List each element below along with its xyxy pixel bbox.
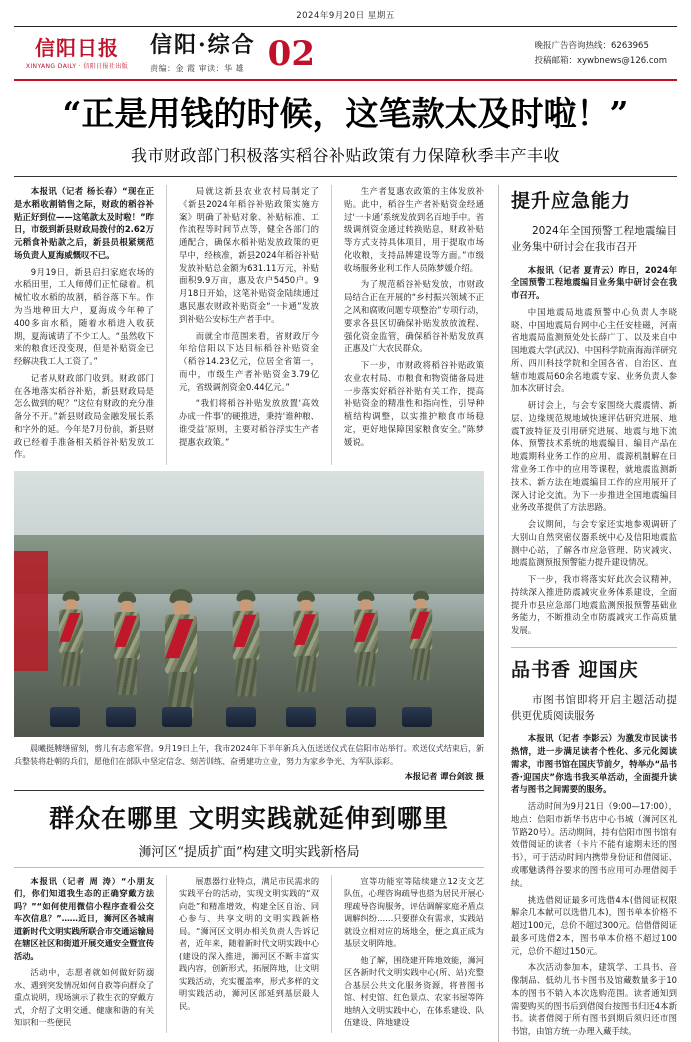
red-sash xyxy=(166,619,196,658)
section-title: 信阳·综合 xyxy=(150,32,256,58)
red-sash xyxy=(60,613,82,642)
sidebar-story-2-subtitle: 市图书馆即将开启主题活动提供更优质阅读服务 xyxy=(511,693,677,722)
lower-column-1 xyxy=(14,875,154,1033)
photo-background-trees xyxy=(14,535,484,594)
paragraph: 为了规范稻谷补贴发放，市财政局结合正在开展的“乡村振兴领域不正之风和腐败问题专项整治”专项行动，要求各县区切确保补贴发放放流程、强化资金监管，确保稻谷补贴发放真正惠及广大农民群众。 xyxy=(343,279,484,354)
headline-rule xyxy=(14,176,677,177)
lower-column-2 xyxy=(179,875,319,1033)
uniform-legs xyxy=(296,655,316,691)
paragraph: 展惠器行业特点，满足市民需求的实践平台的活动，实现文明实践的“双向赴”和精准增效，构建全区自治、同心参与、共享文明的文明实践新格局。“浉河区文明办相关负责人告诉记者，近年来，随着新时代文明实践中心(建设的深入推进，浉河区不断丰富实践内容，创新形式，拓展阵地，让文明实践活动，充实覆盖率，形式多样的文明实践活动，浉河区部延到基层最人民。 xyxy=(178,875,320,1011)
contact-block xyxy=(535,39,674,68)
paragraph: 研讨会上，与会专家围绕大震震情、新层、边缘规范规地域快速评估研究进展、地震T波特征及引用研究进展、地震与地下流体、预警技术系统的地震编目、编目产品在地震期科业务工作的应用、震源机制解在日常业务工作中的应用等课程，就地震监测新技术、新方法在地震编目工作的应用展开了深入讨论交流。为下一步推进全国地震编目业务改革提供了方法思路。 xyxy=(511,400,677,513)
recruits-send-off-photo xyxy=(14,471,484,737)
main-headline: “正是用钱的时候，这笔款太及时啦！” xyxy=(62,94,629,134)
main-subheadline: 我市财政部门积极落实稻谷补贴政策有力保障秋季丰产丰收 xyxy=(130,146,560,166)
face xyxy=(173,601,189,616)
paragraph: 会议期间，与会专家还实地参观调研了大别山自然突密仪器系统中心及信阳地震监测中心站，了解各市应急管理、防灾减灾、地震监测预报预警能力提升建设情况。 xyxy=(511,519,677,568)
main-column-3 xyxy=(344,185,484,465)
paragraph: 挑选借阅证最多可选借4本(借阅证权限解余几本献可以选借几本)，图书单本价格不超过100元，总价不超过300元。信借借阅证最多可选借2本，图书单本价格不超过100元，总价不超过150元。 xyxy=(511,894,677,956)
duffel-bag xyxy=(50,707,80,727)
duffel-bag xyxy=(162,707,192,727)
photo-caption: 晨曦挺膊缮留刻，剪儿有志愈军营。9月19日上午，我市2024年下半年新兵入伍送送仪式在信阳市站举行。欢送仪式结束后，新兵整装将赴朝的兵们，愿他们在部队中坚定信念、刻苦训练、奋勇建功立业，努力为家乡争光、为军队添彩。 xyxy=(14,744,484,766)
page-number: 02 xyxy=(267,33,315,74)
photo-area xyxy=(14,471,484,782)
masthead xyxy=(14,27,677,81)
body-wrap xyxy=(14,185,677,1042)
lower-subheadline: 浉河区“提质扩面”构建文明实践新格局 xyxy=(138,844,360,860)
soldier-figure xyxy=(230,590,262,702)
red-sash xyxy=(411,612,432,639)
main-column-1 xyxy=(14,185,154,465)
soldier-figure xyxy=(57,591,86,691)
column-divider xyxy=(331,185,332,465)
red-banner xyxy=(14,551,48,671)
column-divider xyxy=(166,185,167,465)
lower-story xyxy=(14,790,484,1033)
paragraph: 本报讯（记者 杨长春）“现在正是水稻收割销售之际，财政的稻谷补贴正好到位——这笔款太及时啦！”昨日，市级到新县财政局拨付的2.62万元稻食补贴款之后，新县员根紧规范场负责人夏海威慨叹不已。 xyxy=(14,186,155,260)
lower-headline: 群众在哪里 文明实践就延伸到哪里 xyxy=(49,803,449,833)
red-sash xyxy=(115,616,139,647)
paragraph: 生产者复惠农政策的主体发放补贴。此中，稻谷生产者补贴资金经通过‘一卡通’系统发放到名百地手中。省级调剂资金通过转换贴息，财政补贴等方式支持具体项目，用于提取市场化收粮，支持品牌建设等方面。”市级收场服务业利工作人员陈梦媛介绍。 xyxy=(343,186,484,273)
main-story-columns xyxy=(14,185,484,465)
logo-title: 信阳日报 xyxy=(35,35,119,60)
sidebar-story-2 xyxy=(511,656,677,1038)
logo-subtitle: XINYANG DAILY · 信阳日报社出版 xyxy=(25,62,129,70)
sidebar-story-1 xyxy=(511,187,677,637)
ad-hotline: 晚报广告咨询热线：6263965 xyxy=(534,41,649,52)
uniform-legs xyxy=(357,652,376,686)
uniform-legs xyxy=(412,649,430,681)
lower-rule xyxy=(14,867,484,868)
main-column-2 xyxy=(179,185,319,465)
editors-line: 责编：金 霞 审读：华 雄 xyxy=(150,64,245,74)
column-divider xyxy=(166,875,167,1033)
paragraph: 本报讯（记者 周 涛）“小朋友们，你们知道我生态的正确穿戴方法吗？”“如何使用微信小程序查看公交车次信息？”……近日，浉河区各城南道新时代文明实践所联合市交通运输局在辖区社区和街道开展交通安全暨宣传活动。 xyxy=(14,875,155,961)
lower-columns xyxy=(14,875,484,1033)
duffel-bag xyxy=(226,707,256,727)
red-sash xyxy=(234,615,259,647)
face xyxy=(300,600,313,612)
paragraph: 宣等功能室等陆续建立12支文艺队伍，心理咨询疏导也搭为居民开展心理疏导咨询服务，评估调解家庭矛盾点调解纠纷……只要群众有需求，实践站就设立相对应的场地全，便之真正成为基层文明阵地。 xyxy=(343,875,484,949)
paragraph: 下一步，我市将落实好此次会议精神，持续深入推进防震减灾业务体系建设，全面提升市县应急部门地震监测预报预警基础业务能力，不断推动全市防震减灾工作高质量发展。 xyxy=(511,574,677,636)
sidebar-story-2-title: 品书香 迎国庆 xyxy=(511,658,639,681)
paragraph: 局就这新县农业农村局制定了《新县2024年稻谷补贴政策实施方案》明确了补贴对象、补贴标准、工作流程等时间节点等，健全各部门的通配合，确保水稻补贴发放政策的更早中，经核准，新县2024年稻谷补贴发放补贴总金额为631.11万元，补贴面积9.9万亩，惠及农户5450户。9月18日开始，这笔补贴资金陆续通过惠民惠农财政补贴资金“一卡通”发放到补贴公安标生产者手中。 xyxy=(178,186,320,324)
duffel-bag xyxy=(402,707,432,727)
photo-credit: 本报记者 谭台剑波 摄 xyxy=(404,770,484,781)
duffel-bag xyxy=(346,707,376,727)
soldier-figure xyxy=(352,591,381,691)
duffel-bag xyxy=(106,707,136,727)
sidebar-divider xyxy=(511,647,677,648)
soldier-figure xyxy=(407,591,434,685)
red-sash xyxy=(294,614,317,645)
paragraph: 下一步，市财政将稻谷补贴政策农业农村局、市粮食和物资储备局进一步落实好稻谷补贴有关工作，提高补贴资金的精准性和指向性，引导种植结构调整，以实推护粮食市场稳定，更好地保障国家粮食安全。”陈梦媛说。 xyxy=(343,360,484,447)
paragraph: 记者从财政部门收到。财政部门在各地落实稻谷补贴，新县财政局是怎么做到的呢？”这位有财政的充分准备分不开。”新县财政局金融发展长系和字外的延。今年是7月份前，新县财政已经着手准备相关稻谷补贴发放工作。 xyxy=(14,372,155,460)
uniform-legs xyxy=(117,658,137,695)
newspaper-logo xyxy=(18,35,136,70)
paragraph: 活动时间为9月21日（9:00—17:00），地点：信阳市新华书店中心书城（浉河区礼节路20号）。活动期间，持有信阳市图书馆有效借阅证的读者（卡片不能有逾期未还的图书），可于活动时间内携带身份证和借阅证、或哪魅诱得谷要求的图书应用可办理借阅手续。 xyxy=(511,801,677,888)
soldier-figure xyxy=(111,592,142,701)
paragraph: 他了解，围绕建开阵地效能，浉河区各新时代文明实践中心(所、站)充整合基层公共文化服务资源，将普图书馆、村史馆、红色景点、农家书屋等阵地纳入文明实践中心，在体系建设、队伍建设、阵地建设 xyxy=(343,954,484,1028)
sidebar-column xyxy=(498,185,677,1042)
paragraph: “我们将稻谷补贴发放放置‘高效办成一件事’的硬推进，秉持‘谁种粮、谁受益’原则，主要对稻谷浮实生产者提惠农政策。” xyxy=(178,398,320,447)
paragraph: 中国地震局地震预警中心负责人李晓晓、中国地震局台网中心主任安桂磁，河南省地震局监测预处处长薛广丁、以及来自中国地震大学(武汉)、中国科学院南海海洋研究所、四川科技学院和全国各省、自治区、直辖市地震局60余名地震专家、业务负责人参加本次研讨会。 xyxy=(511,306,677,394)
paragraph: 活动中，志愿者就如何做好防溺水、遇到突发情况如何自救等向群众了重点说明，现场演示了救生衣的穿戴方式，介绍了文明交通、健康和谐的有关知识和一些便民 xyxy=(14,967,155,1028)
soldier-figure xyxy=(291,591,322,697)
paragraph: 而就全市范围来看，省财政厅今年给信阳以下达目标稻谷补贴资金（稻谷14.23亿元，位居全省第一，而中，市级生产者补贴资金3.79亿元，省级调剂资金0.44亿元。” xyxy=(178,330,320,392)
paragraph: 9月19日，新县启扫家庭农场的水稻田里，工人师傅们正忙碌着。机械忙收水稻的故割，稻谷落下车。作为当地种田大户，夏海成今年种了400多亩水稻，随着水稻进入收获期，夏海诚请了不少工人。“虽然收下来的粮食还没变现，但是补贴资金已经解决我工人工资了。” xyxy=(14,266,155,367)
paragraph: 本报讯（记者 夏青云）昨日，2024年全国预警工程地震编目业务集中研讨会在我市召开。 xyxy=(511,264,677,301)
paragraph: 本次活动参加本，建筑学、工具书、音像制品、低幼儿书卡图书及馆藏数量多于10本的图书不销入本次选购范围。读者通知到需要购买的图书后到借阅台按图书归还4本新书。读者借阅于所有图书到期后须归还市图书馆，由馆方统一办理入藏手续。 xyxy=(511,962,677,1037)
column-divider xyxy=(331,875,332,1033)
lower-column-3 xyxy=(344,875,484,1033)
submission-email: 投稿邮箱：xywbnews@126.com xyxy=(534,55,667,66)
sidebar-story-1-title: 提升应急能力 xyxy=(511,190,632,213)
uniform-legs xyxy=(236,659,257,697)
duffel-bag xyxy=(286,707,316,727)
red-sash xyxy=(355,613,377,642)
paragraph: 本报讯（记者 李影云）为激发市民读书热情，进一步满足读者个性化、多元化阅读需求，市图书馆在国庆节前夕，特举办“品书香·迎国庆”你选书我买单活动，全面提升读者与图书之间需要的服务。 xyxy=(511,733,677,795)
soldier-figure-center xyxy=(161,589,200,725)
uniform-legs xyxy=(62,652,81,686)
section-block xyxy=(150,33,256,74)
dateline: 2024年9月20日 星期五 xyxy=(296,11,395,21)
sidebar-story-1-subtitle: 2024年全国预警工程地震编目业务集中研讨会在我市召开 xyxy=(511,225,677,253)
